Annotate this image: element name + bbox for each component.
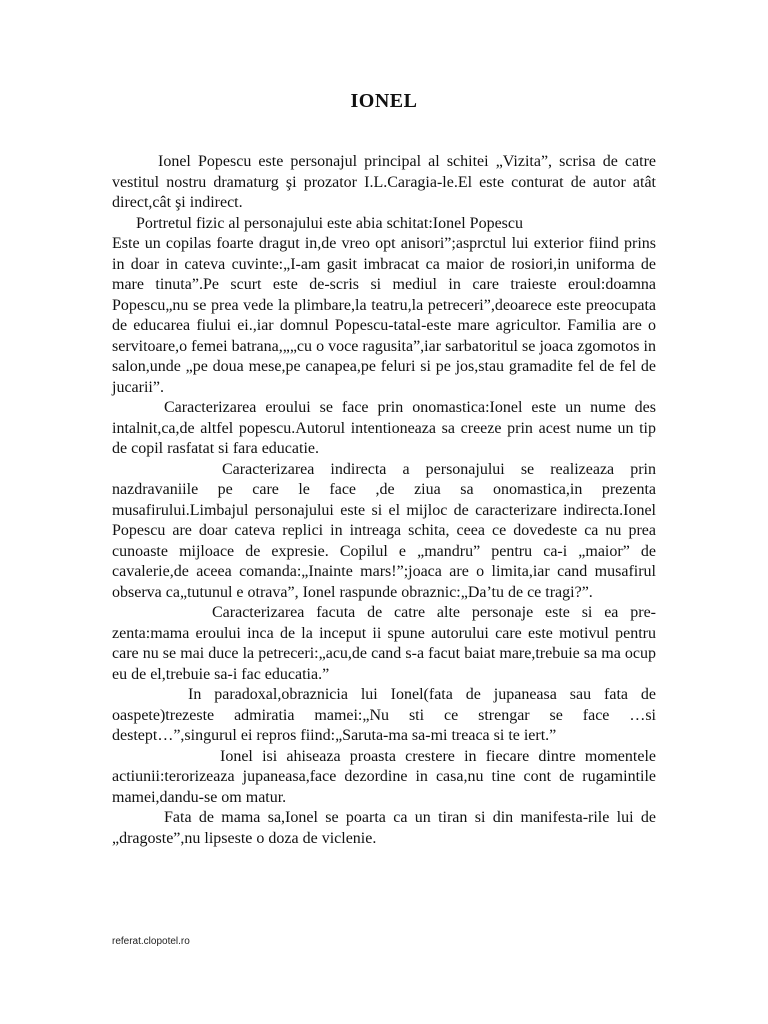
paragraph: Este un copilas foarte dragut in,de vreo opt anisori”;asprctul lui exterior fiind prins in doar in cateva cuvinte:„I-am gasit imbracat ca maior de rosiori,in uniforma de mare tinuta”.Pe scurt este de-scris si mediul in care traieste eroul:doamna Popescu„nu se prea vede la plimbare,la teatru,la petreceri”,deoarece este preocupata de educarea fiului ei.,iar domnul Popescu-tatal-este mare agricultor. Familia are o servitoare,o femei batrana,„„cu o voce ragusita”,iar sarbatoritul se joaca zgomotos in salon,unde „pe doua mese,pe canapea,pe feluri si pe jos,stau gramadite fel de fel de jucarii”. — [112, 235, 656, 396]
paragraph: Caracterizarea facuta de catre alte personaje este si ea pre-zenta:mama eroului inca de la inceput ii spune autorului care este motivul pentru care nu se mai duce la petreceri:„acu,de cand s-a facut baiat mare,trebuie sa ma ocup eu de el,trebuie sa-i fac educatia.” — [112, 604, 656, 683]
document-body — [112, 152, 656, 849]
paragraph: Ionel isi ahiseaza proasta crestere in fiecare dintre momentele actiunii:terorizeaza jupaneasa,face dezordine in casa,nu tine cont de rugamintile mamei,dandu-se om matur. — [112, 747, 656, 806]
paragraph: Caracterizarea indirecta a personajului se realizeaza prin nazdravaniile pe care le face ,de ziua sa onomastica,in prezenta musafirului.Limbajul personajului este si el mijloc de caracterizare indirecta.Ionel Popescu are doar cateva replici in intreaga schita, ceea ce dovedeste ca nu prea cunoaste mijloace de expresie. Copilul e „mandru” pentru ca-i „maior” de cavalerie,de aceea comanda:„Inainte mars!”;joaca are o limita,iar cand musafirul observa ca„tutunul e otrava”, Ionel raspunde obraznic:„Da’tu de ce tragi?”. — [112, 460, 656, 601]
paragraph: Portretul fizic al personajului este abia schitat:Ionel Popescu — [136, 214, 523, 232]
paragraph: Ionel Popescu este personajul principal al schitei „Vizita”, scrisa de catre vestitul nostru dramaturg şi prozator I.L.Caragia-le.El este conturat de autor atât direct,cât şi indirect. — [112, 153, 656, 211]
paragraph: In paradoxal,obraznicia lui Ionel(fata de jupaneasa sau fata de oaspete)trezeste admiratia mamei:„Nu sti ce strengar se face …si destept…”,singurul ei repros fiind:„Saruta-ma sa-mi treaca si te iert.” — [112, 686, 656, 744]
paragraph: Caracterizarea eroului se face prin onomastica:Ionel este un nume des intalnit,ca,de altfel popescu.Autorul intentioneaza sa creeze prin acest nume un tip de copil rasfatat si fara educatie. — [112, 399, 656, 457]
footer-source: referat.clopotel.ro — [112, 936, 190, 947]
paragraph: Fata de mama sa,Ionel se poarta ca un tiran si din manifesta-rile lui de „dragoste”,nu lipseste o doza de viclenie. — [112, 809, 656, 847]
document-title: IONEL — [350, 90, 418, 112]
